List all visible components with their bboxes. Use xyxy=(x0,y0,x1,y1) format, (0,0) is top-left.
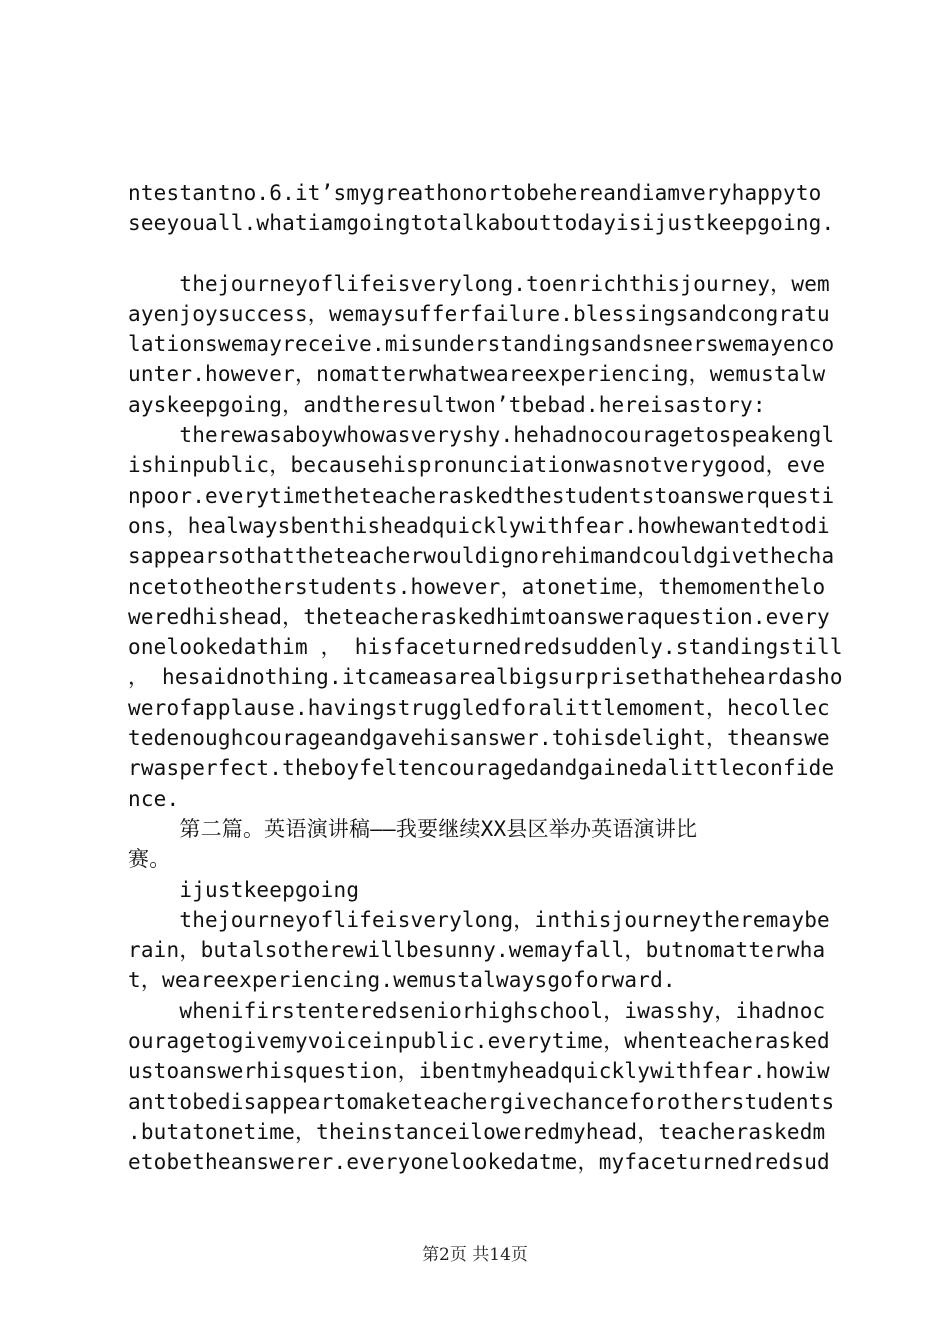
text-line: thejourneyoflifeisverylong，inthisjourneytheremaybe xyxy=(128,907,830,932)
text-line: npoor.everytimetheteacheraskedthestudentstoanswerquesti xyxy=(128,483,835,508)
text-line: t，weareexperiencing.wemustalwaysgoforward. xyxy=(128,968,676,993)
text-line: anttobedisappeartomaketeachergivechanceforotherstudents xyxy=(128,1089,835,1114)
text-line: weredhishead，theteacheraskedhimtoansweraquestion.every xyxy=(128,604,830,629)
document-body xyxy=(128,178,843,1178)
text-line: rwasperfect.theboyfeltencouragedandgainedalittleconfide xyxy=(128,756,835,781)
text-line: etobetheanswerer.everyonelookedatme，myfaceturnedredsud xyxy=(128,1150,830,1175)
text-line: whenifirstenteredseniorhighschool，iwasshy，ihadnoc xyxy=(128,998,826,1023)
section-heading: 第二篇。英语演讲稿——我要继续XX县区举办英语演讲比 xyxy=(128,816,698,841)
text-line: rain，butalsotherewillbesunny.wemayfall，butnomatterwha xyxy=(128,938,826,963)
text-line: .butatonetime，theinstanceiloweredmyhead，teacheraskedm xyxy=(128,1119,826,1144)
text-line: lationswemayreceive.misunderstandingsandsneerswemayenco xyxy=(128,332,835,357)
text-line: seeyouall.whatiamgoingtotalkabouttodayisijustkeepgoing. xyxy=(128,211,835,236)
section-heading-continued: 赛。 xyxy=(128,847,171,872)
page-footer: 第2页 共14页 xyxy=(422,1245,528,1265)
text-line: ayskeepgoing，andtheresultwon’tbebad.hereisastory: xyxy=(128,392,766,417)
text-line: ustoanswerhisquestion，ibentmyheadquicklywithfear.howiw xyxy=(128,1059,830,1084)
text-line: nce. xyxy=(128,786,180,811)
text-line: onelookedathim ， hisfaceturnedredsuddenly.standingstill xyxy=(128,635,843,660)
text-line: werofapplause.havingstruggledforalittlemoment，hecollec xyxy=(128,695,830,720)
text-line: ouragetogivemyvoiceinpublic.everytime，whenteacherasked xyxy=(128,1029,830,1054)
text-line: ncetotheotherstudents.however，atonetime，themomenthelo xyxy=(128,574,826,599)
text-line: ， hesaidnothing.itcameasarealbigsurprisethatheheardasho xyxy=(128,665,843,690)
text-line: ons，healwaysbenthisheadquicklywithfear.howhewantedtodi xyxy=(128,513,830,538)
text-line: ayenjoysuccess，wemaysufferfailure.blessingsandcongratu xyxy=(128,301,830,326)
text-line: tedenoughcourageandgavehisanswer.tohisdelight，theanswe xyxy=(128,726,830,751)
text-line: unter.however，nomatterwhatweareexperiencing，wemustalw xyxy=(128,362,826,387)
text-line: ntestantno.6.it’smygreathonortobehereandiamveryhappyto xyxy=(128,181,822,205)
text-line: therewasaboywhowasveryshy.hehadnocouragetospeakengl xyxy=(128,423,835,448)
text-line: sappearsothattheteacherwouldignorehimandcouldgivethecha xyxy=(128,544,835,569)
blank-line xyxy=(128,239,834,269)
text-line: ishinpublic，becausehispronunciationwasnotverygood，eve xyxy=(128,453,826,478)
text-line: thejourneyoflifeisverylong.toenrichthisjourney，wem xyxy=(128,271,830,296)
speech-title: ijustkeepgoing xyxy=(128,877,360,902)
